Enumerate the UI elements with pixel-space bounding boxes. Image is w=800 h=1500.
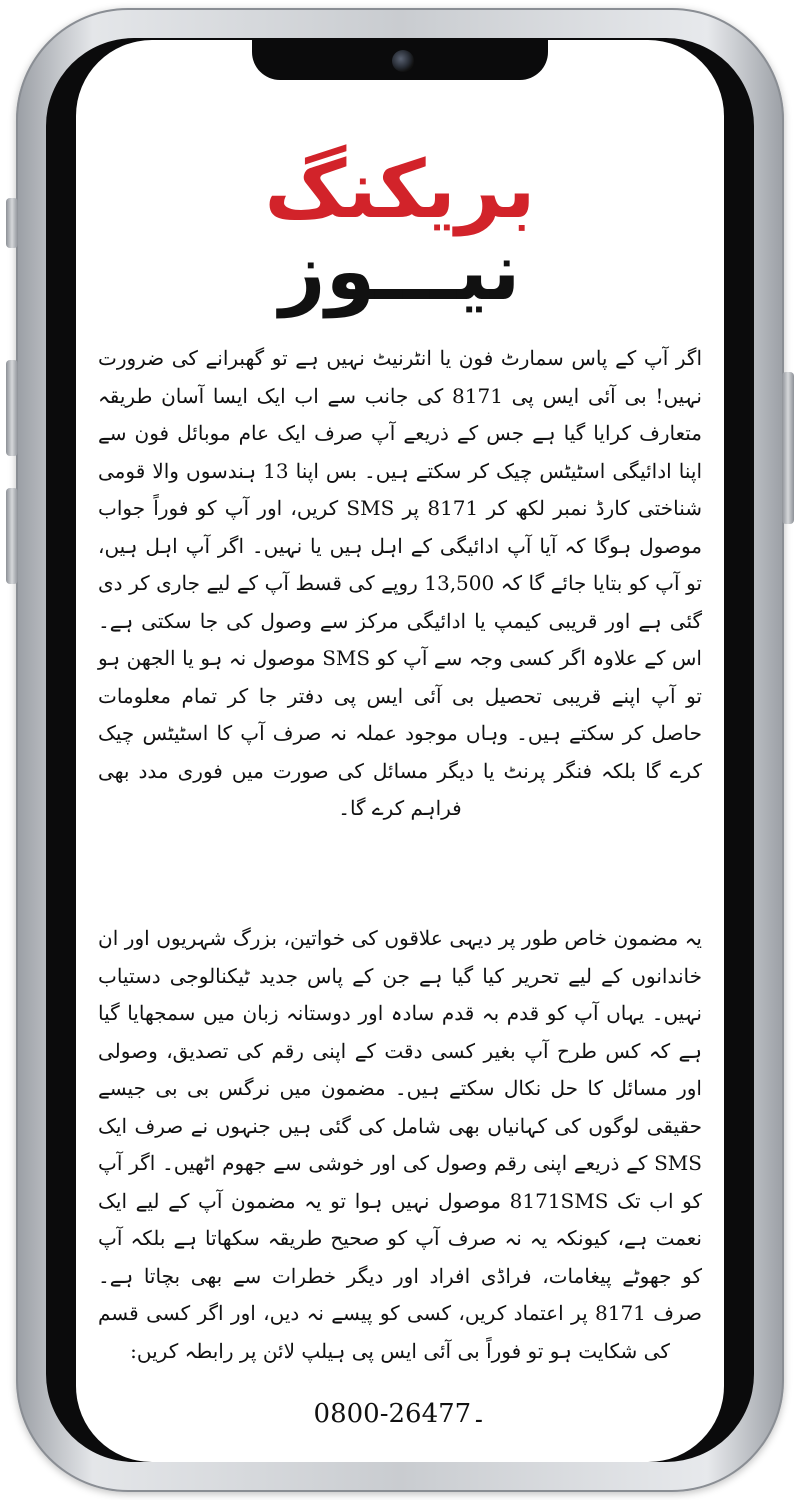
phone-screen: [76, 40, 724, 1462]
article-paragraph-2: یہ مضمون خاص طور پر دیہی علاقوں کی خواتین، بزرگ شہریوں اور ان خاندانوں کے لیے تحریر کیا گیا ہے جن کے پاس جدید ٹیکنالوجی دستیاب نہیں۔ یہاں آپ کو قدم بہ قدم سادہ اور دوستانہ زبان میں سمجھایا گیا ہے کہ کس طرح آپ بغیر کسی دقت کے اپنی رقم کی تصدیق، وصولی اور مسائل کا حل نکال سکتے ہیں۔ مضمون میں نرگس بی بی جیسے حقیقی لوگوں کی کہانیاں بھی شامل کی گئی ہیں جنہوں نے صرف ایک SMS کے ذریعے اپنی رقم وصول کی اور خوشی سے جھوم اٹھیں۔ اگر آپ کو اب تک 8171SMS موصول نہیں ہوا تو یہ مضمون آپ کے لیے ایک نعمت ہے، کیونکہ یہ نہ صرف آپ کو صحیح طریقہ سکھاتا ہے بلکہ آپ کو جھوٹے پیغامات، فراڈی افراد اور دیگر خطرات سے بھی بچاتا ہے۔ صرف 8171 پر اعتماد کریں، کسی کو پیسے نہ دیں، اور اگر کسی قسم کی شکایت ہو تو فوراً بی آئی ایس پی ہیلپ لائن پر رابطہ کریں:: [98, 926, 703, 1363]
headline-breaking: بریکنگ: [264, 143, 536, 236]
volume-up-button: [6, 360, 18, 456]
article-paragraph-1: اگر آپ کے پاس سمارٹ فون یا انٹرنیٹ نہیں ہے تو گھبرانے کی ضرورت نہیں! بی آئی ایس پی 8171 کی جانب سے اب ایک ایسا آسان طریقہ متعارف کرایا گیا ہے جس کے ذریعے آپ صرف ایک عام موبائل فون سے اپنا ادائیگی اسٹیٹس چیک کر سکتے ہیں۔ بس اپنا 13 ہندسوں والا قومی شناختی کارڈ نمبر لکھ کر 8171 پر SMS کریں، اور آپ کو فوراً جواب موصول ہوگا کہ آیا آپ ادائیگی کے اہل ہیں یا نہیں۔ اگر آپ اہل ہیں، تو آپ کو بتایا جائے گا کہ 13,500 روپے کی قسط آپ کے لیے جاری کر دی گئی ہے اور قریبی کیمپ یا ادائیگی مرکز سے وصول کی جا سکتی ہے۔ اس کے علاوہ اگر کسی وجہ سے آپ کو SMS موصول نہ ہو یا الجھن ہو تو آپ اپنے قریبی تحصیل بی آئی ایس پی دفتر جا کر تمام معلومات حاصل کر سکتے ہیں۔ وہاں موجود عملہ نہ صرف آپ کا اسٹیٹس چیک کرے گا بلکہ فنگر پرنٹ یا دیگر مسائل کی صورت میں فوری مدد بھی فراہم کرے گا۔: [98, 346, 703, 820]
mute-switch: [6, 198, 18, 248]
headline-news: نیـــوز: [279, 225, 521, 318]
power-button: [782, 372, 794, 524]
front-camera-icon: [392, 50, 414, 72]
volume-down-button: [6, 488, 18, 584]
helpline-number: 0800-26477۔: [313, 1399, 487, 1429]
